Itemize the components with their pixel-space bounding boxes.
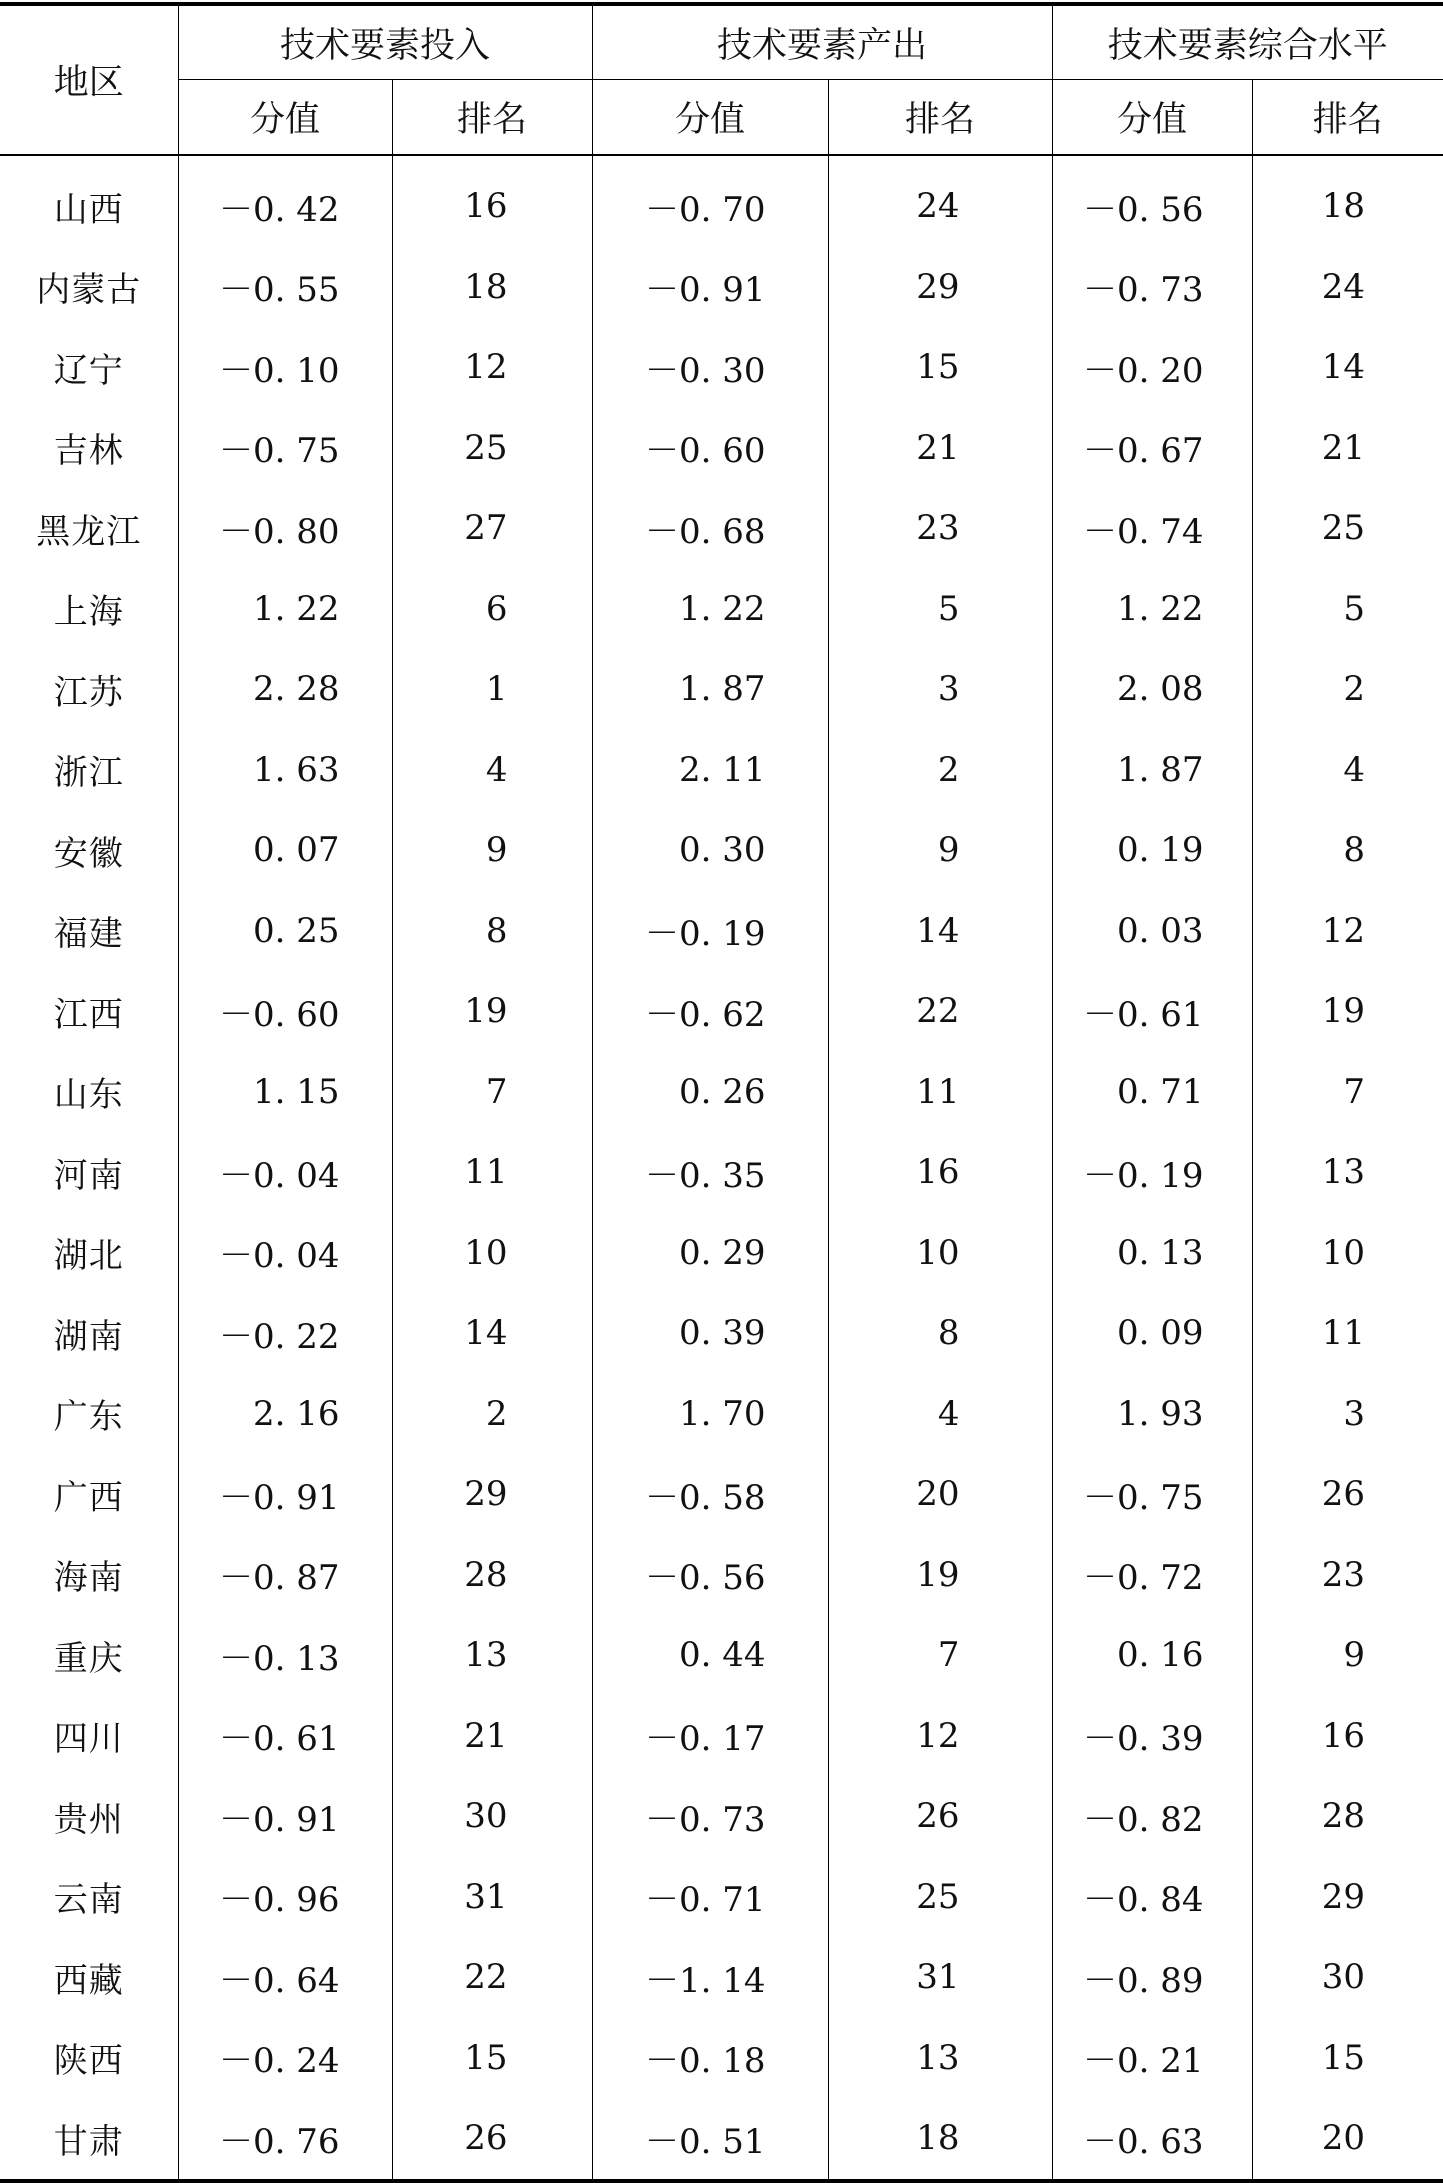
table-row [0, 569, 1443, 650]
overall-rank-cell: 16 [1321, 1715, 1366, 1756]
output-rank-cell: 21 [828, 408, 1052, 489]
table-row [0, 649, 1443, 730]
table-row [0, 1615, 1443, 1696]
input-score-cell: 1. 15 [178, 1052, 392, 1133]
input-score-cell: －0. 24 [178, 2018, 392, 2099]
input-score-cell: 2. 16 [178, 1374, 392, 1455]
input-rank-cell: 2 [392, 1374, 592, 1455]
input-rank-cell: 29 [392, 1454, 592, 1535]
overall-rank-cell: 13 [1321, 1152, 1366, 1193]
input-rank-cell: 7 [392, 1052, 592, 1133]
input-rank-cell: 4 [392, 730, 592, 811]
region-cell: 山西 [0, 155, 178, 247]
input-rank-cell: 22 [392, 1937, 592, 2018]
output-score-cell: －0. 18 [592, 2018, 828, 2099]
region-cell: 西藏 [0, 1937, 178, 2018]
table-row [0, 155, 1443, 247]
output-score-cell: －0. 19 [592, 891, 828, 972]
region-cell: 贵州 [0, 1776, 178, 1857]
region-cell: 河南 [0, 1132, 178, 1213]
overall-score-cell: －0. 21 [1052, 2018, 1252, 2099]
overall-rank-cell: 26 [1321, 1474, 1366, 1515]
overall-rank-cell: 23 [1321, 1554, 1366, 1595]
subheader-rank: 排名 [1252, 80, 1443, 156]
input-rank-cell: 13 [392, 1615, 592, 1696]
region-cell: 重庆 [0, 1615, 178, 1696]
subheader-rank: 排名 [392, 80, 592, 156]
output-score-cell: 0. 26 [592, 1052, 828, 1133]
output-rank-cell: 2 [828, 730, 1052, 811]
overall-score-cell: －0. 20 [1052, 327, 1252, 408]
table-row [0, 488, 1443, 569]
table-row [0, 1696, 1443, 1777]
overall-score-cell: －0. 82 [1052, 1776, 1252, 1857]
table-row [0, 1535, 1443, 1616]
region-column-header: 地区 [0, 4, 178, 155]
input-rank-cell: 25 [392, 408, 592, 489]
table-row [0, 247, 1443, 328]
output-score-cell: －1. 14 [592, 1937, 828, 2018]
input-score-cell: 0. 25 [178, 891, 392, 972]
output-rank-cell: 18 [828, 2098, 1052, 2181]
output-rank-cell: 8 [828, 1293, 1052, 1374]
output-score-cell: 1. 87 [592, 649, 828, 730]
input-rank-cell: 30 [392, 1776, 592, 1857]
overall-score-cell: 0. 09 [1052, 1293, 1252, 1374]
overall-score-cell: －0. 61 [1052, 971, 1252, 1052]
output-score-cell: －0. 73 [592, 1776, 828, 1857]
input-rank-cell: 14 [392, 1293, 592, 1374]
input-score-cell: －0. 04 [178, 1132, 392, 1213]
region-cell: 内蒙古 [0, 247, 178, 328]
region-cell: 辽宁 [0, 327, 178, 408]
overall-rank-cell: 30 [1321, 1957, 1366, 1998]
overall-score-cell: －0. 89 [1052, 1937, 1252, 2018]
overall-rank-cell: 5 [1343, 588, 1366, 629]
input-score-cell: －0. 22 [178, 1293, 392, 1374]
table-row [0, 1937, 1443, 2018]
input-score-cell: －0. 76 [178, 2098, 392, 2181]
region-cell: 陕西 [0, 2018, 178, 2099]
input-score-cell: －0. 91 [178, 1454, 392, 1535]
output-score-cell: －0. 51 [592, 2098, 828, 2181]
output-score-cell: 1. 22 [592, 569, 828, 650]
output-rank-cell: 16 [828, 1132, 1052, 1213]
table-row [0, 971, 1443, 1052]
overall-score-cell: －0. 74 [1052, 488, 1252, 569]
input-score-cell: 1. 22 [178, 569, 392, 650]
input-rank-cell: 8 [392, 891, 592, 972]
output-score-cell: －0. 70 [592, 155, 828, 247]
overall-score-cell: 0. 03 [1052, 891, 1252, 972]
output-rank-cell: 14 [828, 891, 1052, 972]
overall-rank-cell: 10 [1321, 1232, 1366, 1273]
table-row [0, 1454, 1443, 1535]
output-rank-cell: 31 [828, 1937, 1052, 2018]
output-score-cell: 1. 70 [592, 1374, 828, 1455]
input-score-cell: －0. 61 [178, 1696, 392, 1777]
overall-score-cell: 1. 93 [1052, 1374, 1252, 1455]
output-score-cell: －0. 30 [592, 327, 828, 408]
output-rank-cell: 13 [828, 2018, 1052, 2099]
input-score-cell: －0. 10 [178, 327, 392, 408]
header-row-groups [0, 4, 1443, 80]
region-cell: 湖南 [0, 1293, 178, 1374]
region-cell: 安徽 [0, 810, 178, 891]
input-rank-cell: 6 [392, 569, 592, 650]
input-score-cell: －0. 42 [178, 155, 392, 247]
input-rank-cell: 11 [392, 1132, 592, 1213]
output-rank-cell: 19 [828, 1535, 1052, 1616]
table-row [0, 2018, 1443, 2099]
output-score-cell: 2. 11 [592, 730, 828, 811]
input-rank-cell: 9 [392, 810, 592, 891]
output-score-cell: －0. 68 [592, 488, 828, 569]
input-rank-cell: 27 [392, 488, 592, 569]
output-rank-cell: 5 [828, 569, 1052, 650]
region-cell: 江西 [0, 971, 178, 1052]
table-row [0, 1776, 1443, 1857]
overall-score-cell: 1. 87 [1052, 730, 1252, 811]
input-score-cell: －0. 55 [178, 247, 392, 328]
input-score-cell: －0. 64 [178, 1937, 392, 2018]
overall-rank-cell: 25 [1321, 508, 1366, 549]
group-header-overall: 技术要素综合水平 [1052, 4, 1443, 80]
input-score-cell: 2. 28 [178, 649, 392, 730]
overall-score-cell: －0. 75 [1052, 1454, 1252, 1535]
table-row [0, 2098, 1443, 2181]
data-table [0, 2, 1443, 2183]
input-score-cell: －0. 75 [178, 408, 392, 489]
output-rank-cell: 20 [828, 1454, 1052, 1535]
output-rank-cell: 24 [828, 155, 1052, 247]
table-row [0, 1052, 1443, 1133]
table-row [0, 891, 1443, 972]
output-score-cell: －0. 91 [592, 247, 828, 328]
table-row [0, 1374, 1443, 1455]
overall-score-cell: －0. 84 [1052, 1857, 1252, 1938]
region-cell: 黑龙江 [0, 488, 178, 569]
input-rank-cell: 10 [392, 1213, 592, 1294]
overall-score-cell: －0. 56 [1052, 155, 1252, 247]
region-cell: 四川 [0, 1696, 178, 1777]
subheader-score: 分值 [1052, 80, 1252, 156]
output-score-cell: －0. 60 [592, 408, 828, 489]
input-rank-cell: 18 [392, 247, 592, 328]
subheader-rank: 排名 [828, 80, 1052, 156]
input-rank-cell: 26 [392, 2098, 592, 2181]
overall-score-cell: 0. 13 [1052, 1213, 1252, 1294]
input-score-cell: －0. 87 [178, 1535, 392, 1616]
region-cell: 湖北 [0, 1213, 178, 1294]
overall-rank-cell: 2 [1343, 669, 1366, 710]
output-rank-cell: 15 [828, 327, 1052, 408]
overall-rank-cell: 14 [1321, 347, 1366, 388]
input-rank-cell: 19 [392, 971, 592, 1052]
table-row [0, 810, 1443, 891]
input-score-cell: －0. 04 [178, 1213, 392, 1294]
overall-rank-cell: 4 [1343, 749, 1366, 790]
subheader-score: 分值 [592, 80, 828, 156]
output-score-cell: 0. 44 [592, 1615, 828, 1696]
region-cell: 甘肃 [0, 2098, 178, 2181]
region-cell: 广西 [0, 1454, 178, 1535]
output-rank-cell: 7 [828, 1615, 1052, 1696]
region-cell: 福建 [0, 891, 178, 972]
region-cell: 吉林 [0, 408, 178, 489]
overall-score-cell: －0. 72 [1052, 1535, 1252, 1616]
table-header [0, 4, 1443, 155]
output-rank-cell: 11 [828, 1052, 1052, 1133]
output-rank-cell: 22 [828, 971, 1052, 1052]
table-row [0, 1293, 1443, 1374]
overall-rank-cell: 11 [1321, 1313, 1366, 1354]
output-score-cell: －0. 56 [592, 1535, 828, 1616]
input-score-cell: 1. 63 [178, 730, 392, 811]
input-rank-cell: 12 [392, 327, 592, 408]
input-rank-cell: 21 [392, 1696, 592, 1777]
output-rank-cell: 23 [828, 488, 1052, 569]
input-rank-cell: 31 [392, 1857, 592, 1938]
overall-score-cell: 1. 22 [1052, 569, 1252, 650]
input-score-cell: 0. 07 [178, 810, 392, 891]
region-cell: 广东 [0, 1374, 178, 1455]
overall-rank-cell: 24 [1321, 266, 1366, 307]
input-rank-cell: 15 [392, 2018, 592, 2099]
table-row [0, 327, 1443, 408]
table-row [0, 408, 1443, 489]
table-row [0, 730, 1443, 811]
input-rank-cell: 1 [392, 649, 592, 730]
output-rank-cell: 25 [828, 1857, 1052, 1938]
output-score-cell: －0. 71 [592, 1857, 828, 1938]
output-score-cell: －0. 35 [592, 1132, 828, 1213]
region-cell: 云南 [0, 1857, 178, 1938]
group-header-input: 技术要素投入 [178, 4, 592, 80]
overall-rank-cell: 28 [1321, 1796, 1366, 1837]
input-score-cell: －0. 13 [178, 1615, 392, 1696]
overall-score-cell: 0. 16 [1052, 1615, 1252, 1696]
table-body [0, 155, 1443, 2181]
output-score-cell: －0. 62 [592, 971, 828, 1052]
overall-rank-cell: 29 [1321, 1876, 1366, 1917]
region-cell: 上海 [0, 569, 178, 650]
region-cell: 浙江 [0, 730, 178, 811]
input-score-cell: －0. 91 [178, 1776, 392, 1857]
overall-score-cell: －0. 73 [1052, 247, 1252, 328]
overall-rank-cell: 21 [1321, 427, 1366, 468]
output-rank-cell: 3 [828, 649, 1052, 730]
input-score-cell: －0. 96 [178, 1857, 392, 1938]
output-rank-cell: 10 [828, 1213, 1052, 1294]
output-score-cell: 0. 29 [592, 1213, 828, 1294]
region-cell: 海南 [0, 1535, 178, 1616]
overall-score-cell: 0. 19 [1052, 810, 1252, 891]
output-rank-cell: 4 [828, 1374, 1052, 1455]
output-score-cell: －0. 58 [592, 1454, 828, 1535]
input-score-cell: －0. 60 [178, 971, 392, 1052]
overall-score-cell: －0. 39 [1052, 1696, 1252, 1777]
overall-score-cell: －0. 19 [1052, 1132, 1252, 1213]
overall-score-cell: 2. 08 [1052, 649, 1252, 730]
overall-rank-cell: 18 [1321, 186, 1366, 227]
overall-rank-cell: 19 [1321, 991, 1366, 1032]
overall-rank-cell: 7 [1343, 1071, 1366, 1112]
region-cell: 山东 [0, 1052, 178, 1133]
overall-rank-cell: 12 [1321, 910, 1366, 951]
table-row [0, 1132, 1443, 1213]
output-rank-cell: 9 [828, 810, 1052, 891]
output-score-cell: 0. 39 [592, 1293, 828, 1374]
output-score-cell: 0. 30 [592, 810, 828, 891]
overall-rank-cell: 15 [1321, 2037, 1366, 2078]
overall-rank-cell: 20 [1252, 2098, 1443, 2181]
output-rank-cell: 12 [828, 1696, 1052, 1777]
overall-rank-cell: 9 [1343, 1635, 1366, 1676]
overall-rank-cell: 8 [1343, 830, 1366, 871]
input-rank-cell: 16 [392, 155, 592, 247]
overall-rank-cell: 3 [1343, 1393, 1366, 1434]
overall-score-cell: 0. 71 [1052, 1052, 1252, 1133]
output-rank-cell: 29 [828, 247, 1052, 328]
table-row [0, 1213, 1443, 1294]
input-rank-cell: 28 [392, 1535, 592, 1616]
subheader-score: 分值 [178, 80, 392, 156]
overall-score-cell: －0. 63 [1052, 2098, 1252, 2181]
overall-score-cell: －0. 67 [1052, 408, 1252, 489]
header-row-subcolumns [0, 80, 1443, 156]
output-rank-cell: 26 [828, 1776, 1052, 1857]
region-cell: 江苏 [0, 649, 178, 730]
output-score-cell: －0. 17 [592, 1696, 828, 1777]
input-score-cell: －0. 80 [178, 488, 392, 569]
group-header-output: 技术要素产出 [592, 4, 1052, 80]
table-row [0, 1857, 1443, 1938]
